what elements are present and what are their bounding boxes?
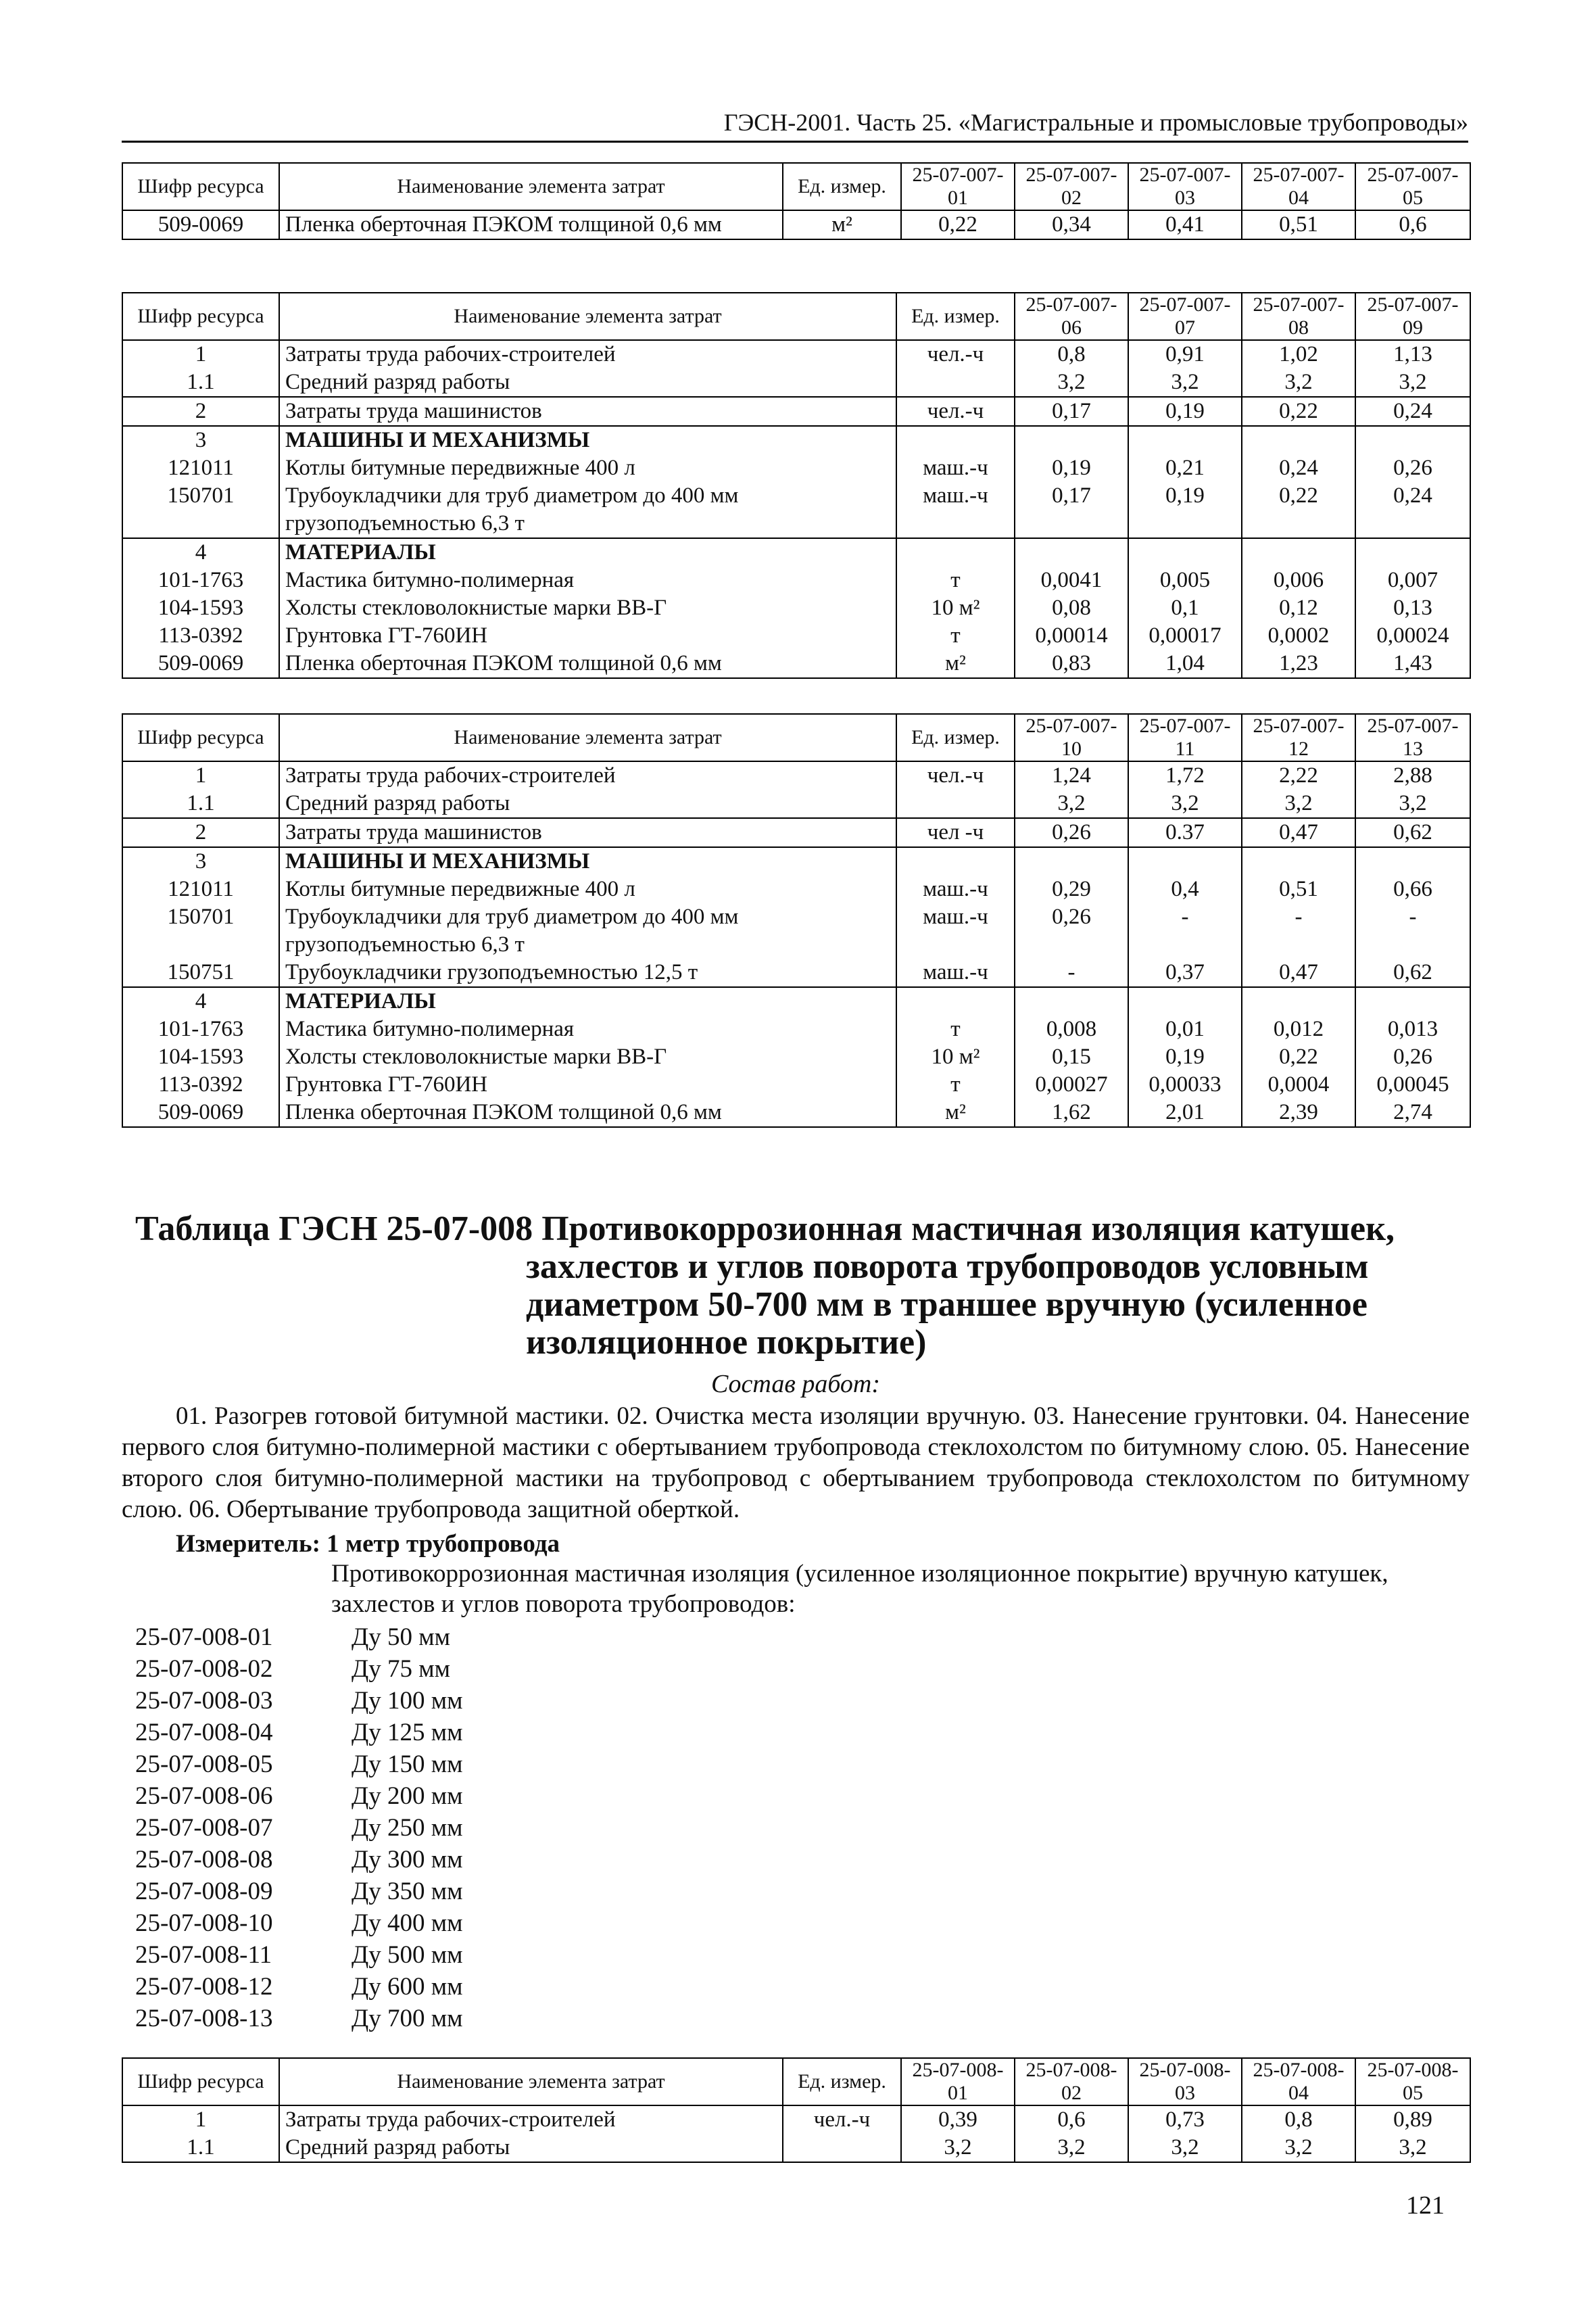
norm-value: 0,51: [1242, 210, 1355, 239]
header-norm-code: 25-07-007-06: [1015, 293, 1128, 340]
norm-value: 3,2: [1355, 2134, 1470, 2162]
norm-value: 3,2: [1355, 368, 1470, 397]
unit: маш.-ч: [896, 903, 1015, 959]
header-unit: Ед. измер.: [783, 163, 901, 210]
cost-element-name: Мастика битумно-полимерная: [279, 567, 896, 594]
resource-code: 2: [122, 397, 279, 426]
works-text: 01. Разогрев готовой битумной мастики. 02. Очистка места изоляции вручную. 03. Нанесение грунтовки. 04. Нанесение первого слоя битумно-полимерной мастики с обертыванием трубопровода стеклохолстом по битумному слою. 05. Нанесение второго слоя битумно-полимерной мастики на трубопровод с обертыванием трубопровода стеклохолстом по битумному слою. 06. Обертывание трубопровода защитной оберткой.: [122, 1402, 1470, 1523]
norm-value: 0,39: [901, 2105, 1015, 2134]
norm-value: 0.37: [1128, 818, 1242, 847]
norm-value: [1242, 847, 1355, 876]
norm-value: [1355, 538, 1470, 567]
unit: чел.-ч: [896, 761, 1015, 790]
norm-code-item: [135, 1812, 463, 1844]
norm-value: 0,51: [1242, 876, 1355, 903]
norm-value: 0,62: [1355, 959, 1470, 987]
norm-code-label: Ду 600 мм: [352, 1973, 463, 2001]
header-norm-code: 25-07-007-05: [1355, 163, 1470, 210]
norm-value: 0,26: [1355, 454, 1470, 482]
norm-value: 0,22: [1242, 482, 1355, 538]
resource-code: 4: [122, 538, 279, 567]
norm-code-item: [135, 1876, 463, 1907]
unit: маш.-ч: [896, 959, 1015, 987]
page-number: 121: [1406, 2191, 1445, 2220]
table-row: [122, 987, 1470, 1016]
norm-value: 1,62: [1015, 1099, 1128, 1127]
norm-value: 3,2: [1242, 790, 1355, 818]
header-unit: Ед. измер.: [896, 293, 1015, 340]
header-norm-code: 25-07-007-13: [1355, 714, 1470, 761]
header-norm-code: 25-07-007-02: [1015, 163, 1128, 210]
norm-code-label: Ду 125 мм: [352, 1719, 463, 1746]
unit: м²: [896, 650, 1015, 678]
norm-value: [1355, 987, 1470, 1016]
norm-code: 25-07-008-06: [135, 1782, 273, 1810]
cost-element-name: Пленка оберточная ПЭКОМ толщиной 0,6 мм: [279, 650, 896, 678]
norm-code-label: Ду 50 мм: [352, 1623, 451, 1651]
table-row: [122, 482, 1470, 538]
norm-value: 0,22: [901, 210, 1015, 239]
resource-code: 121011: [122, 876, 279, 903]
table-row: [122, 790, 1470, 818]
unit: маш.-ч: [896, 454, 1015, 482]
norm-code-item: [135, 1907, 463, 1939]
norm-value: 0,29: [1015, 876, 1128, 903]
norm-value: 0,17: [1015, 482, 1128, 538]
norm-value: 0,00014: [1015, 622, 1128, 650]
norm-value: 3,2: [1242, 2134, 1355, 2162]
resource-code: 113-0392: [122, 622, 279, 650]
norm-value: 0,26: [1355, 1043, 1470, 1071]
header-name: Наименование элемента затрат: [279, 714, 896, 761]
cost-element-name: Трубоукладчики грузоподъемностью 12,5 т: [279, 959, 896, 987]
norm-value: 0,0004: [1242, 1071, 1355, 1099]
cost-element-name: Холсты стекловолокнистые марки ВВ-Г: [279, 594, 896, 622]
norm-value: 0,19: [1128, 482, 1242, 538]
meter-label: Измеритель: 1 метр трубопровода: [176, 1530, 560, 1558]
header-norm-code: 25-07-008-01: [901, 2058, 1015, 2105]
norm-value: 0,6: [1015, 2105, 1128, 2134]
norm-code-label: Ду 75 мм: [352, 1655, 451, 1683]
unit: т: [896, 622, 1015, 650]
norm-value: 2,01: [1128, 1099, 1242, 1127]
norm-value: 3,2: [1015, 368, 1128, 397]
cost-element-name: МАШИНЫ И МЕХАНИЗМЫ: [279, 426, 896, 454]
norm-value: 0,89: [1355, 2105, 1470, 2134]
header-norm-code: 25-07-008-04: [1242, 2058, 1355, 2105]
unit: [896, 538, 1015, 567]
resource-code: 113-0392: [122, 1071, 279, 1099]
cost-element-name: Котлы битумные передвижные 400 л: [279, 454, 896, 482]
norm-value: 1,23: [1242, 650, 1355, 678]
unit: т: [896, 1016, 1015, 1043]
norm-code-item: [135, 1621, 463, 1653]
header-norm-code: 25-07-007-07: [1128, 293, 1242, 340]
header-name: Наименование элемента затрат: [279, 2058, 783, 2105]
norm-value: 3,2: [901, 2134, 1015, 2162]
norm-code-item: [135, 1844, 463, 1876]
table-row: [122, 847, 1470, 876]
norm-value: 0,012: [1242, 1016, 1355, 1043]
header-norm-code: 25-07-007-08: [1242, 293, 1355, 340]
norm-code-label: Ду 250 мм: [352, 1814, 463, 1842]
norm-value: [1355, 426, 1470, 454]
norm-value: 0,26: [1015, 903, 1128, 959]
norm-code: 25-07-008-09: [135, 1878, 273, 1905]
table-row: [122, 426, 1470, 454]
norm-value: 2,22: [1242, 761, 1355, 790]
norm-value: 0,19: [1128, 1043, 1242, 1071]
norm-value: 0,005: [1128, 567, 1242, 594]
norm-value: [1015, 426, 1128, 454]
table-row: [122, 761, 1470, 790]
norm-value: 0,0002: [1242, 622, 1355, 650]
norm-value: 0,8: [1242, 2105, 1355, 2134]
resource-code: 101-1763: [122, 1016, 279, 1043]
norm-value: 0,00024: [1355, 622, 1470, 650]
norm-value: 1,13: [1355, 340, 1470, 368]
resource-code: 150751: [122, 959, 279, 987]
unit: [896, 368, 1015, 397]
cost-element-name: МАТЕРИАЛЫ: [279, 987, 896, 1016]
header-norm-code: 25-07-007-11: [1128, 714, 1242, 761]
norm-value: 0,00033: [1128, 1071, 1242, 1099]
norm-value: 0,24: [1242, 454, 1355, 482]
norm-value: 3,2: [1242, 368, 1355, 397]
cost-element-name: МАТЕРИАЛЫ: [279, 538, 896, 567]
norm-value: 3,2: [1015, 790, 1128, 818]
cost-element-name: Пленка оберточная ПЭКОМ толщиной 0,6 мм: [279, 210, 783, 239]
resource-code: 509-0069: [122, 210, 279, 239]
table-row: [122, 650, 1470, 678]
header-norm-code: 25-07-007-09: [1355, 293, 1470, 340]
norm-value: 0,01: [1128, 1016, 1242, 1043]
resource-code: 3: [122, 847, 279, 876]
norm-value: 0,08: [1015, 594, 1128, 622]
norm-value: -: [1015, 959, 1128, 987]
table-row: [122, 959, 1470, 987]
header-norm-code: 25-07-008-02: [1015, 2058, 1128, 2105]
header-norm-code: 25-07-008-03: [1128, 2058, 1242, 2105]
norm-code-list: [135, 1621, 463, 2034]
norm-value: -: [1355, 903, 1470, 959]
table-row: [122, 903, 1470, 959]
norm-value: 0,91: [1128, 340, 1242, 368]
resource-code: 1.1: [122, 368, 279, 397]
norm-value: 0,13: [1355, 594, 1470, 622]
cost-element-name: Затраты труда машинистов: [279, 397, 896, 426]
norm-code: 25-07-008-01: [135, 1623, 273, 1651]
unit: м²: [896, 1099, 1015, 1127]
unit: [896, 426, 1015, 454]
cost-element-name: Затраты труда рабочих-строителей: [279, 340, 896, 368]
header-name: Наименование элемента затрат: [279, 293, 896, 340]
title-lead: Таблица ГЭСН 25-07-008: [135, 1210, 542, 1248]
norm-value: [1128, 847, 1242, 876]
norm-table-007-06-09: [122, 292, 1471, 679]
norm-code-label: Ду 200 мм: [352, 1782, 463, 1810]
norm-value: 0,37: [1128, 959, 1242, 987]
unit: чел.-ч: [896, 397, 1015, 426]
unit: т: [896, 567, 1015, 594]
table-row: [122, 210, 1470, 239]
norm-code: 25-07-008-07: [135, 1814, 273, 1842]
norm-value: [1128, 538, 1242, 567]
norm-value: 0,17: [1015, 397, 1128, 426]
norm-code-label: Ду 350 мм: [352, 1878, 463, 1905]
unit: чел -ч: [896, 818, 1015, 847]
header-norm-code: 25-07-007-10: [1015, 714, 1128, 761]
norm-value: [1128, 426, 1242, 454]
table-row: [122, 567, 1470, 594]
norm-value: 0,1: [1128, 594, 1242, 622]
resource-code: 104-1593: [122, 594, 279, 622]
table-row: [122, 538, 1470, 567]
norm-code: 25-07-008-08: [135, 1846, 273, 1874]
norm-value: 0,73: [1128, 2105, 1242, 2134]
norm-code-label: Ду 300 мм: [352, 1846, 463, 1874]
norm-code: 25-07-008-11: [135, 1941, 272, 1969]
norm-value: 0,12: [1242, 594, 1355, 622]
norm-value: 3,2: [1015, 2134, 1128, 2162]
norm-value: 3,2: [1128, 2134, 1242, 2162]
unit: маш.-ч: [896, 876, 1015, 903]
norm-value: 0,22: [1242, 397, 1355, 426]
table-row: [122, 1043, 1470, 1071]
cost-element-name: Средний разряд работы: [279, 790, 896, 818]
norm-code-item: [135, 1653, 463, 1685]
cost-element-name: МАШИНЫ И МЕХАНИЗМЫ: [279, 847, 896, 876]
cost-element-name: Котлы битумные передвижные 400 л: [279, 876, 896, 903]
header-code: Шифр ресурса: [122, 714, 279, 761]
norm-table-007-10-13: [122, 713, 1471, 1128]
unit: м²: [783, 210, 901, 239]
norm-value: [1015, 538, 1128, 567]
resource-code: 4: [122, 987, 279, 1016]
norm-value: 1,24: [1015, 761, 1128, 790]
norm-value: 0,19: [1128, 397, 1242, 426]
unit: т: [896, 1071, 1015, 1099]
resource-code: 104-1593: [122, 1043, 279, 1071]
norm-value: 0,34: [1015, 210, 1128, 239]
norm-value: 1,43: [1355, 650, 1470, 678]
header-code: Шифр ресурса: [122, 293, 279, 340]
norm-code-label: Ду 150 мм: [352, 1750, 463, 1778]
norm-value: 0,21: [1128, 454, 1242, 482]
header-norm-code: 25-07-007-12: [1242, 714, 1355, 761]
unit: чел.-ч: [896, 340, 1015, 368]
table-row: [122, 2105, 1470, 2134]
norm-value: 0,19: [1015, 454, 1128, 482]
cost-element-name: Затраты труда рабочих-строителей: [279, 761, 896, 790]
resource-code: 150701: [122, 482, 279, 538]
header-norm-code: 25-07-007-03: [1128, 163, 1242, 210]
resource-code: 1: [122, 340, 279, 368]
title-line-2: захлестов и углов поворота трубопроводов условным: [526, 1247, 1369, 1286]
unit: [896, 847, 1015, 876]
resource-code: 2: [122, 818, 279, 847]
unit: 10 м²: [896, 594, 1015, 622]
cost-element-name: Трубоукладчики для труб диаметром до 400 мм грузоподъемностью 6,3 т: [279, 903, 896, 959]
norm-code: 25-07-008-05: [135, 1750, 273, 1778]
cost-element-name: Мастика битумно-полимерная: [279, 1016, 896, 1043]
norm-value: 0,00027: [1015, 1071, 1128, 1099]
norm-code-item: [135, 1748, 463, 1780]
table-row: [122, 876, 1470, 903]
cost-element-name: Средний разряд работы: [279, 2134, 783, 2162]
cost-element-name: Затраты труда рабочих-строителей: [279, 2105, 783, 2134]
table-row: [122, 368, 1470, 397]
title-line-4: изоляционное покрытие): [526, 1323, 927, 1362]
norm-value: 0,6: [1355, 210, 1470, 239]
unit: 10 м²: [896, 1043, 1015, 1071]
norm-value: [1355, 847, 1470, 876]
norm-code: 25-07-008-10: [135, 1909, 273, 1937]
norm-value: 0,83: [1015, 650, 1128, 678]
resource-code: 1.1: [122, 790, 279, 818]
norm-code-label: Ду 700 мм: [352, 2005, 463, 2032]
norm-value: 0,26: [1015, 818, 1128, 847]
header-norm-code: 25-07-007-01: [901, 163, 1015, 210]
norm-value: 2,39: [1242, 1099, 1355, 1127]
norm-value: 0,007: [1355, 567, 1470, 594]
title-line-1: Противокоррозионная мастичная изоляция катушек,: [541, 1210, 1395, 1248]
norm-table-007-01-05: [122, 162, 1471, 240]
resource-code: 101-1763: [122, 567, 279, 594]
cost-element-name: Грунтовка ГТ-760ИН: [279, 1071, 896, 1099]
norm-code-item: [135, 1971, 463, 2003]
norm-value: 0,008: [1015, 1016, 1128, 1043]
norm-value: 0,15: [1015, 1043, 1128, 1071]
norm-value: 0,00045: [1355, 1071, 1470, 1099]
resource-code: 1: [122, 761, 279, 790]
norm-value: 0,66: [1355, 876, 1470, 903]
cost-element-name: Пленка оберточная ПЭКОМ толщиной 0,6 мм: [279, 1099, 896, 1127]
norm-code: 25-07-008-13: [135, 2005, 273, 2032]
norm-code-label: Ду 100 мм: [352, 1687, 463, 1715]
norm-value: 0,00017: [1128, 622, 1242, 650]
norm-value: [1015, 987, 1128, 1016]
norm-value: 3,2: [1128, 790, 1242, 818]
norm-table-008-01-05: [122, 2057, 1471, 2163]
norm-value: [1242, 426, 1355, 454]
norm-code: 25-07-008-03: [135, 1687, 273, 1715]
header-unit: Ед. измер.: [896, 714, 1015, 761]
norm-value: 0,47: [1242, 818, 1355, 847]
norm-value: 3,2: [1128, 368, 1242, 397]
header-code: Шифр ресурса: [122, 163, 279, 210]
unit: маш.-ч: [896, 482, 1015, 538]
resource-code: 121011: [122, 454, 279, 482]
norm-value: [1242, 987, 1355, 1016]
norm-code-item: [135, 1717, 463, 1748]
table-row: [122, 1071, 1470, 1099]
norm-code-item: [135, 1939, 463, 1971]
norm-value: [1242, 538, 1355, 567]
table-row: [122, 594, 1470, 622]
resource-code: 150701: [122, 903, 279, 959]
norm-value: 0,41: [1128, 210, 1242, 239]
cost-element-name: Холсты стекловолокнистые марки ВВ-Г: [279, 1043, 896, 1071]
norm-value: 0,47: [1242, 959, 1355, 987]
norm-value: -: [1242, 903, 1355, 959]
resource-code: 1: [122, 2105, 279, 2134]
norm-value: 1,04: [1128, 650, 1242, 678]
table-row: [122, 397, 1470, 426]
norm-value: [1015, 847, 1128, 876]
cost-element-name: Грунтовка ГТ-760ИН: [279, 622, 896, 650]
norm-value: 1,02: [1242, 340, 1355, 368]
table-row: [122, 340, 1470, 368]
resource-code: 3: [122, 426, 279, 454]
cost-element-name: Трубоукладчики для труб диаметром до 400 мм грузоподъемностью 6,3 т: [279, 482, 896, 538]
cost-element-name: Средний разряд работы: [279, 368, 896, 397]
title-line-3: диаметром 50-700 мм в траншее вручную (усиленное: [526, 1285, 1368, 1324]
header-norm-code: 25-07-007-04: [1242, 163, 1355, 210]
unit: [896, 987, 1015, 1016]
header-name: Наименование элемента затрат: [279, 163, 783, 210]
section-title: [135, 1210, 1460, 1362]
table-row: [122, 622, 1470, 650]
header-norm-code: 25-07-008-05: [1355, 2058, 1470, 2105]
norm-value: 0,24: [1355, 482, 1470, 538]
norm-value: 0,24: [1355, 397, 1470, 426]
cost-element-name: Затраты труда машинистов: [279, 818, 896, 847]
norm-value: 0,8: [1015, 340, 1128, 368]
running-header: ГЭСН-2001. Часть 25. «Магистральные и промысловые трубопроводы»: [122, 108, 1468, 143]
table-row: [122, 1099, 1470, 1127]
norm-value: 0,0041: [1015, 567, 1128, 594]
table-row: [122, 454, 1470, 482]
norm-value: 0,4: [1128, 876, 1242, 903]
norm-value: 2,74: [1355, 1099, 1470, 1127]
norm-value: 0,62: [1355, 818, 1470, 847]
norm-code-label: Ду 500 мм: [352, 1941, 463, 1969]
norm-code: 25-07-008-12: [135, 1973, 273, 2001]
works-heading: Состав работ:: [710, 1370, 881, 1398]
resource-code: 1.1: [122, 2134, 279, 2162]
header-unit: Ед. измер.: [783, 2058, 901, 2105]
norm-description: Противокоррозионная мастичная изоляция (усиленное изоляционное покрытие) вручную катушек, захлестов и углов поворота трубопроводов:: [331, 1560, 1388, 1618]
resource-code: 509-0069: [122, 650, 279, 678]
norm-value: 3,2: [1355, 790, 1470, 818]
norm-value: -: [1128, 903, 1242, 959]
norm-value: 0,006: [1242, 567, 1355, 594]
unit: чел.-ч: [783, 2105, 901, 2134]
norm-value: [1128, 987, 1242, 1016]
unit: [783, 2134, 901, 2162]
resource-code: 509-0069: [122, 1099, 279, 1127]
norm-code: 25-07-008-02: [135, 1655, 273, 1683]
norm-value: 2,88: [1355, 761, 1470, 790]
header-code: Шифр ресурса: [122, 2058, 279, 2105]
norm-code-label: Ду 400 мм: [352, 1909, 463, 1937]
table-row: [122, 818, 1470, 847]
norm-code-item: [135, 1685, 463, 1717]
norm-code-item: [135, 2003, 463, 2034]
unit: [896, 790, 1015, 818]
table-row: [122, 1016, 1470, 1043]
norm-value: 0,013: [1355, 1016, 1470, 1043]
norm-value: 1,72: [1128, 761, 1242, 790]
norm-code-item: [135, 1780, 463, 1812]
norm-value: 0,22: [1242, 1043, 1355, 1071]
table-row: [122, 2134, 1470, 2162]
norm-code: 25-07-008-04: [135, 1719, 273, 1746]
